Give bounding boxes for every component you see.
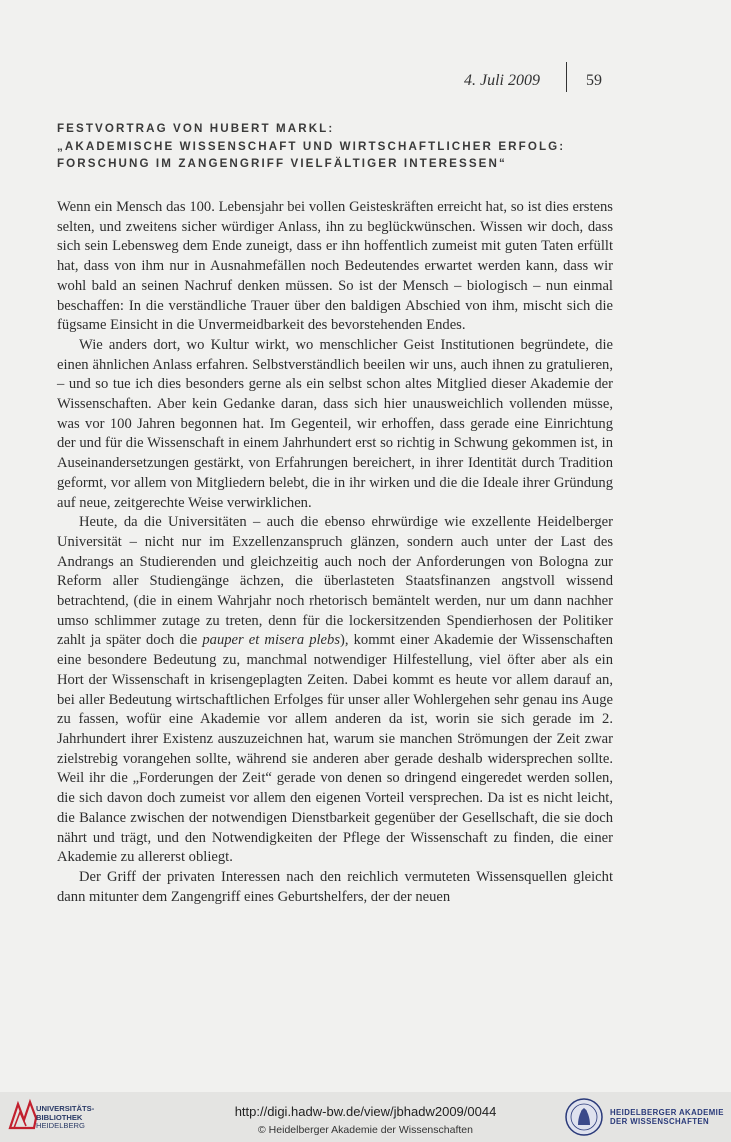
body-text bbox=[57, 198, 613, 907]
ub-line-3: HEIDELBERG bbox=[36, 1121, 85, 1130]
academy-label[interactable] bbox=[610, 1108, 724, 1126]
paragraph-2: Wie anders dort, wo Kultur wirkt, wo menschlicher Geist Institutionen begründete, die einen ähnlichen Anlass erfahren. Selbstverständlich beeilen wir uns, auch ihnen zu gratulieren, – und so tue ich dies besonders gerne als ein selbst schon altes Mitglied dieser Akademie der Wissenschaften. Aber kein Gedanke daran, dass sich hier unausweichlich vollenden müsse, was vor 100 Jahren begonnen hat. Im Gegenteil, wir erhoffen, dass gerade eine Einrichtung der und für die Wissenschaft in einem Jahrhundert erst so richtig in Schwung gekommen ist, in Auseinandersetzungen gestärkt, von Erfahrungen bereichert, in ihrer Identität durch Tradition geformt, vor allem von Mitgliedern belebt, die in ihr wirken und die die Ideale ihrer Gründung auf neue, zeitgerechte Weise verwirklichen. bbox=[57, 336, 613, 511]
running-head bbox=[420, 72, 602, 94]
page-number: 59 bbox=[586, 72, 602, 89]
paragraph-3-part-1: Heute, da die Universitäten – auch die ebenso ehrwürdige wie exzellente Heidelberger Universität – nicht nur im Exzellenzanspruch glänzen, sondern auch unter der Last des Andrangs an Studierenden und gleichzeitig auch noch der Anforderungen von Bologna zur Reform aller Studiengänge ächzen, die überlasteten Staatsfinanzen angstvoll wissend betrachtend, (die in einem Wahrjahr noch rhetorisch bemäntelt werden, nur um dann nachher umso schlimmer zutage zu treten, denn für die lockersitzenden Spendierhosen der Politiker zahlt ja später doch die bbox=[57, 514, 613, 649]
copyright-notice: © Heidelberger Akademie der Wissenschaften bbox=[258, 1124, 473, 1136]
ub-line-2: BIBLIOTHEK bbox=[36, 1112, 83, 1122]
running-head-divider bbox=[566, 62, 567, 92]
academy-seal-icon[interactable] bbox=[564, 1097, 604, 1137]
section-heading bbox=[57, 120, 617, 173]
hadw-line-1: HEIDELBERGER AKADEMIE bbox=[610, 1108, 724, 1117]
heading-line-3: FORSCHUNG IM ZANGENGRIFF VIELFÄLTIGER INTERESSEN“ bbox=[57, 157, 507, 170]
heading-line-1: FESTVORTRAG VON HUBERT MARKL: bbox=[57, 122, 335, 135]
permalink-url[interactable]: http://digi.hadw-bw.de/view/jbhadw2009/0044 bbox=[234, 1104, 497, 1119]
paragraph-4: Der Griff der privaten Interessen nach den reichlich vermuteten Wissensquellen gleicht dann mitunter dem Zangengriff eines Geburtshelfers, der der neuen bbox=[57, 868, 613, 905]
ub-line-1: UNIVERSITÄTS- bbox=[36, 1104, 95, 1113]
paragraph-3 bbox=[57, 513, 613, 868]
paragraph-3-part-2: ), kommt einer Akademie der Wissenschaften eine besondere Bedeutung zu, manchmal notwendiger Hilfestellung, viel öfter aber als ein Hort der Wissenschaft in krisengeplagten Zeiten. Dabei kommt es heute vor allem darauf an, bei aller Bedeutung wirtschaftlichen Erfolges für unser aller Wohlergehen sehr genau ins Auge zu fassen, wofür eine Akademie vor allem anderen da ist, worin sie sich gerade im 2. Jahrhundert ihrer Existenz auszuzeichnen hat, warum sie manchen Strömungen der Zeit zwar zielstrebig vorangehen sollte, während sie anderen aber gerade deshalb widersprechen sollte. Weil ihr die „Forderungen der Zeit“ gerade von denen so dringend eingeredet werden sollen, die sich davon doch zumeist vor allem den eigenen Vorteil versprechen. Da ist es nicht leicht, die Balance zwischen der notwendigen Dienstbarkeit gegenüber der Gesellschaft, die sie doch nährt und trägt, und den Notwendigkeiten der Pflege der Wissenschaft zu finden, die einer Akademie zu allererst obliegt. bbox=[57, 632, 613, 866]
footer-bar bbox=[0, 1092, 731, 1142]
heading-line-2: „AKADEMISCHE WISSENSCHAFT UND WIRTSCHAFTLICHER ERFOLG: bbox=[57, 139, 566, 153]
paragraph-1: Wenn ein Mensch das 100. Lebensjahr bei vollen Geisteskräften erreicht hat, so ist dies erstens selten, und zweitens sicher würdiger Anlass, ihn zu beglückwünschen. Wissen wir doch, dass sich sein Lebensweg dem Ende zuneigt, dass er ihn hoffentlich zumeist mit guten Taten erfüllt hat, dass von ihm nur in Ausnahmefällen noch Bedeutendes erwartet werden kann, dass wir wohl bald an seinen Nachruf denken müssen. So ist der Mensch – biologisch – nun einmal beschaffen: In die verständliche Trauer über den baldigen Abschied von ihm, mischt sich die fügsame Einsicht in die Unvermeidbarkeit des bevorstehenden Endes. bbox=[57, 199, 613, 334]
paragraph-3-latin-phrase: pauper et misera plebs bbox=[202, 632, 341, 649]
running-head-date: 4. Juli 2009 bbox=[464, 72, 540, 89]
hadw-line-2: DER WISSENSCHAFTEN bbox=[610, 1117, 710, 1126]
